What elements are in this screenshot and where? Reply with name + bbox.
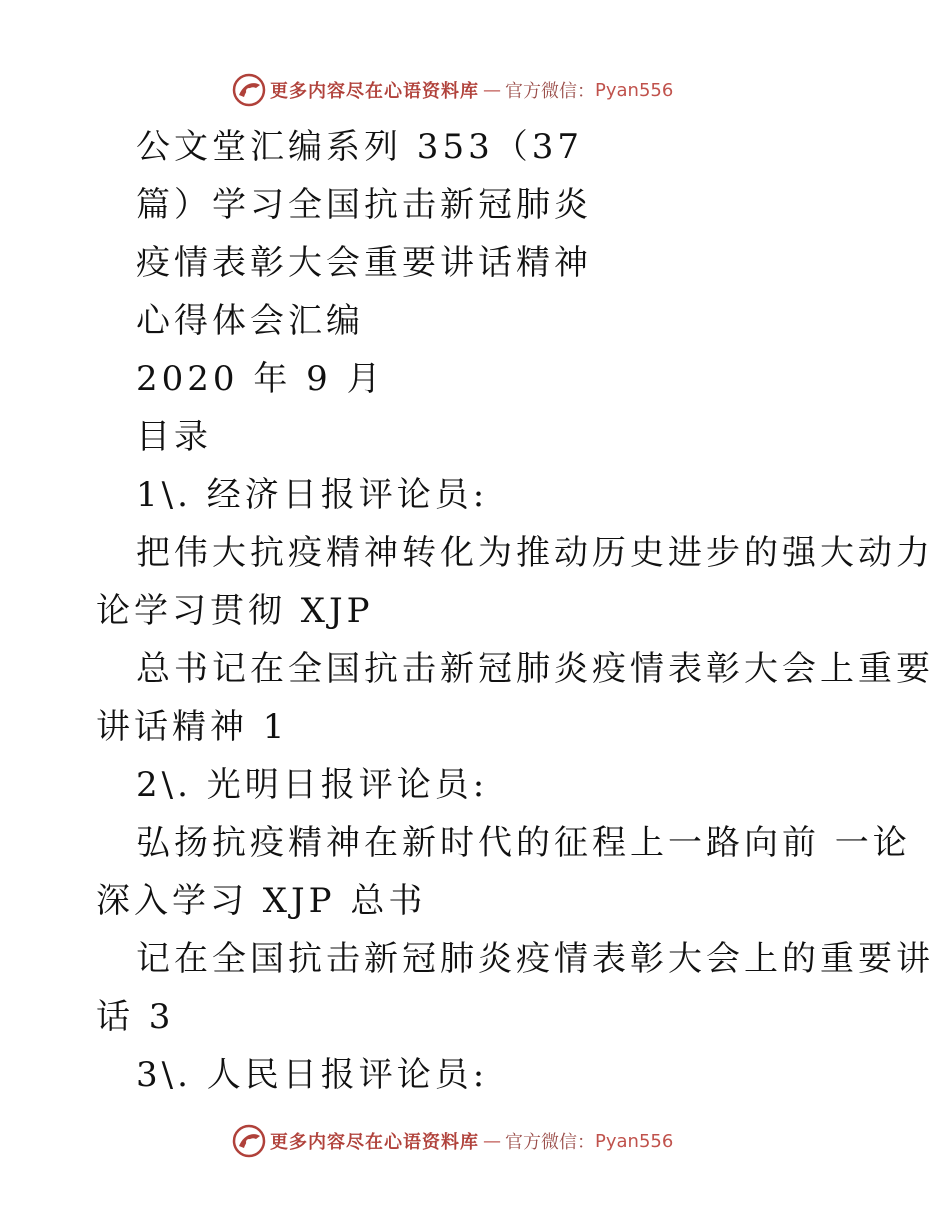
toc-item-1-page: 讲话精神 1 xyxy=(96,707,289,747)
watermark-wechat-id: Pyan556 xyxy=(595,79,674,101)
watermark-official-label: 官方微信： xyxy=(505,1132,595,1153)
watermark-official-label: 官方微信： xyxy=(505,81,595,102)
logo-icon xyxy=(232,73,266,107)
doc-title-line-4: 心得体会汇编 xyxy=(136,301,364,341)
toc-item-3-source: 3\. 人民日报评论员: xyxy=(136,1055,489,1095)
logo-icon xyxy=(232,1124,266,1158)
toc-item-1-source: 1\. 经济日报评论员: xyxy=(136,475,489,515)
toc-item-2-title: 弘扬抗疫精神在新时代的征程上一路向前 一论 xyxy=(136,823,911,863)
doc-title-line-1: 公文堂汇编系列 353（37 xyxy=(136,127,583,167)
watermark-separator: — xyxy=(483,1130,501,1152)
toc-item-1-title-cont: 论学习贯彻 XJP xyxy=(96,591,374,631)
watermark-text: 更多内容尽在心语资料库 xyxy=(270,81,479,102)
toc-item-2-subtitle: 记在全国抗击新冠肺炎疫情表彰大会上的重要讲 xyxy=(136,939,934,979)
watermark-wechat-id: Pyan556 xyxy=(595,1130,674,1152)
watermark-separator: — xyxy=(483,79,501,101)
toc-item-2-page: 话 3 xyxy=(96,997,175,1037)
watermark-header xyxy=(232,72,673,108)
watermark-footer xyxy=(232,1123,673,1159)
toc-heading: 目录 xyxy=(136,417,212,457)
toc-item-2-source: 2\. 光明日报评论员: xyxy=(136,765,489,805)
doc-date: 2020 年 9 月 xyxy=(136,359,385,399)
toc-item-1-subtitle: 总书记在全国抗击新冠肺炎疫情表彰大会上重要 xyxy=(136,649,934,689)
watermark-text: 更多内容尽在心语资料库 xyxy=(270,1132,479,1153)
toc-item-2-title-cont: 深入学习 XJP 总书 xyxy=(96,881,427,921)
doc-title-line-2: 篇）学习全国抗击新冠肺炎 xyxy=(136,185,592,225)
toc-item-1-title: 把伟大抗疫精神转化为推动历史进步的强大动力 xyxy=(136,533,934,573)
doc-title-line-3: 疫情表彰大会重要讲话精神 xyxy=(136,243,592,283)
